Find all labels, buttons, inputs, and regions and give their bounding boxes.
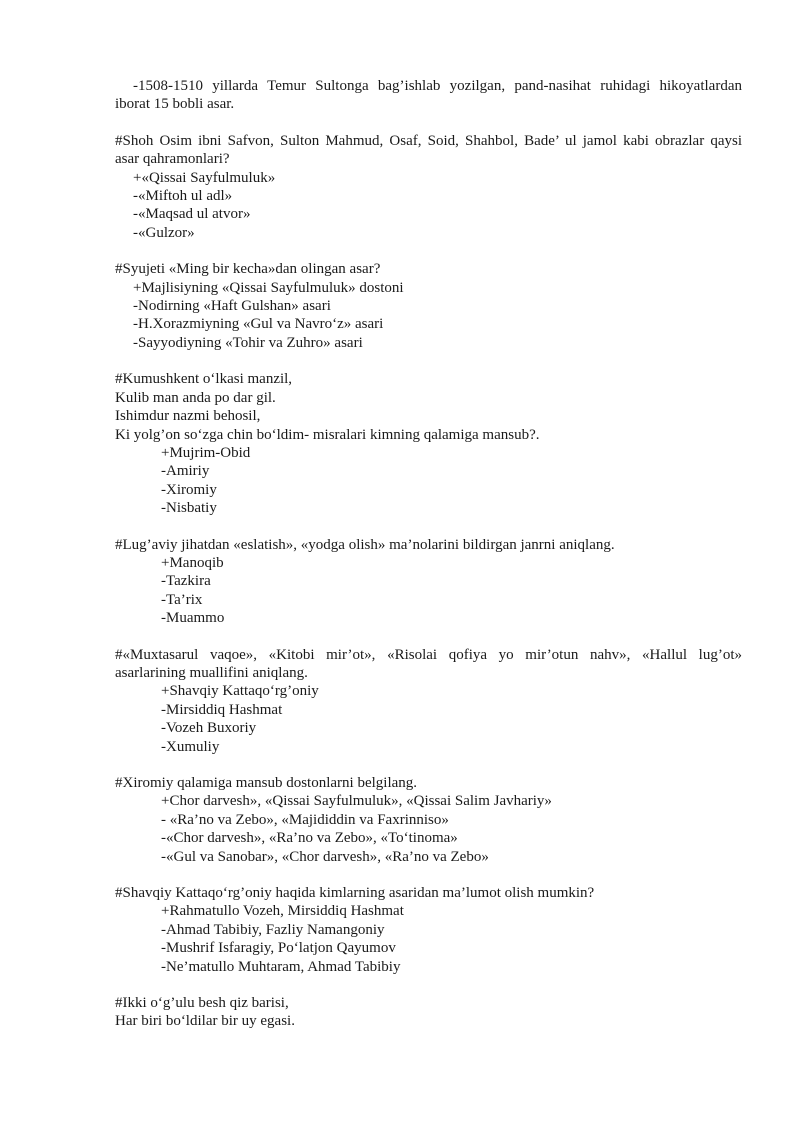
answer-option: +Mujrim-Obid	[161, 444, 251, 461]
question-text: #Shoh Osim ibni Safvon, Sulton Mahmud, Osaf, Soid, Shahbol, Bade’ ul jamol kabi obrazlar qaysi	[115, 132, 742, 149]
question-block	[115, 884, 742, 976]
question-text: asar qahramonlari?	[115, 151, 230, 168]
answer-option: +Shavqiy Kattaqo‘rg’oniy	[161, 683, 319, 700]
answer-option: -Xumuliy	[161, 738, 220, 755]
answer-option: -Vozeh Buxoriy	[161, 720, 257, 737]
answer-option: -Ahmad Tabibiy, Fazliy Namangoniy	[161, 921, 385, 938]
answer-option: -«Maqsad ul atvor»	[133, 206, 251, 223]
question-text: #«Muxtasarul vaqoe», «Kitobi mir’ot», «Risolai qofiya yo mir’otun nahv», «Hallul lug’ot»	[115, 646, 742, 663]
answer-option: -Sayyodiyning «Tohir va Zuhro» asari	[133, 334, 363, 351]
answer-option: -Amiriy	[161, 463, 210, 480]
answer-option: - «Ra’no va Zebo», «Majididdin va Faxrinniso»	[161, 811, 449, 828]
answer-option: -Xiromiy	[161, 481, 217, 498]
question-text: #Ikki o‘g’ulu besh qiz barisi,	[115, 995, 289, 1012]
question-text: #Xiromiy qalamiga mansub dostonlarni belgilang.	[115, 775, 418, 791]
answer-option: -Nisbatiy	[161, 500, 217, 517]
question-block	[115, 260, 742, 352]
question-text: #Kumushkent o‘lkasi manzil,	[115, 371, 293, 388]
question-text: Ishimdur nazmi behosil,	[115, 408, 261, 425]
answer-option: -«Chor darvesh», «Ra’no va Zebo», «To‘tinoma»	[161, 830, 458, 847]
question-text: Kulib man anda po dar gil.	[115, 389, 276, 406]
question-block	[115, 994, 742, 1031]
answer-option: -«Gulzor»	[133, 224, 195, 241]
answer-option: -Muammo	[161, 610, 225, 627]
question-text: #Lug’aviy jihatdan «eslatish», «yodga olish» ma’nolarini bildirgan janrni aniqlang.	[115, 536, 615, 553]
question-text: #Syujeti «Ming bir kecha»dan olingan asar?	[115, 261, 381, 278]
answer-option: +Manoqib	[161, 554, 224, 571]
intro-line: iborat 15 bobli asar.	[115, 96, 235, 113]
answer-option: -«Gul va Sanobar», «Chor darvesh», «Ra’no va Zebo»	[161, 848, 489, 865]
question-block	[115, 536, 742, 628]
question-text: Har biri bo‘ldilar bir uy egasi.	[115, 1013, 295, 1030]
question-block	[115, 132, 742, 242]
answer-option: -H.Xorazmiyning «Gul va Navro‘z» asari	[133, 316, 384, 333]
document-content	[115, 77, 742, 1049]
intro-line: -1508-1510 yillarda Temur Sultonga bag’ishlab yozilgan, pand-nasihat ruhidagi hikoyatlardan	[133, 78, 742, 94]
answer-option: -«Miftoh ul adl»	[133, 188, 233, 205]
answer-option: +Majlisiyning «Qissai Sayfulmuluk» dostoni	[133, 279, 404, 296]
question-block	[115, 370, 742, 517]
question-text: asarlarining muallifini aniqlang.	[115, 664, 308, 681]
answer-option: +Rahmatullo Vozeh, Mirsiddiq Hashmat	[161, 903, 404, 920]
question-block	[115, 646, 742, 756]
answer-option: -Ne’matullo Muhtaram, Ahmad Tabibiy	[161, 958, 401, 975]
question-text: Ki yolg’on so‘zga chin bo‘ldim- misralari kimning qalamiga mansub?.	[115, 426, 540, 443]
question-block	[115, 774, 742, 866]
answer-option: -Tazkira	[161, 573, 211, 590]
intro-block	[115, 77, 742, 114]
answer-option: -Mirsiddiq Hashmat	[161, 701, 283, 718]
question-text: #Shavqiy Kattaqo‘rg’oniy haqida kimlarning asaridan ma’lumot olish mumkin?	[115, 885, 595, 902]
answer-option: -Ta’rix	[161, 591, 203, 608]
answer-option: +Chor darvesh», «Qissai Sayfulmuluk», «Qissai Salim Javhariy»	[161, 793, 552, 810]
answer-option: +«Qissai Sayfulmuluk»	[133, 169, 276, 186]
answer-option: -Nodirning «Haft Gulshan» asari	[133, 298, 331, 315]
answer-option: -Mushrif Isfaragiy, Po‘latjon Qayumov	[161, 940, 396, 957]
